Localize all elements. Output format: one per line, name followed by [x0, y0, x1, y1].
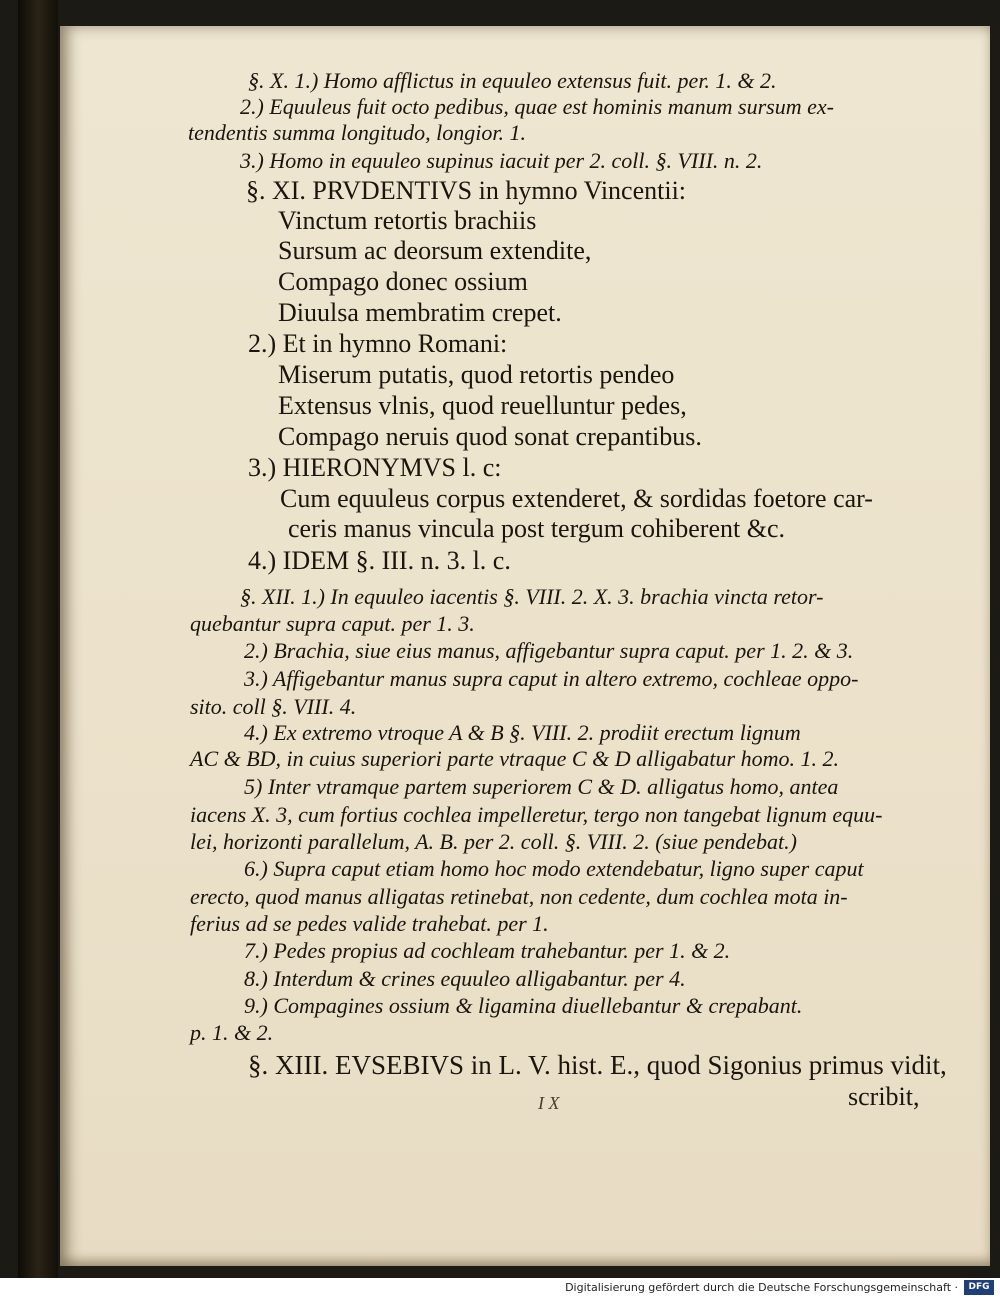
text-line: 3.) Homo in equuleo supinus iacuit per 2. coll. §. VIII. n. 2. — [240, 148, 763, 173]
text-line: sito. coll §. VIII. 4. — [190, 694, 357, 719]
text-line: Extensus vlnis, quod reuelluntur pedes, — [278, 391, 687, 420]
text-line: 5) Inter vtramque partem superiorem C & D. alligatus homo, antea — [244, 774, 839, 799]
text-line: 6.) Supra caput etiam homo hoc modo extendebatur, ligno super caput — [244, 856, 864, 881]
funding-credit: Digitalisierung gefördert durch die Deutsche Forschungsgemeinschaft · — [565, 1281, 958, 1294]
book-spine — [18, 0, 58, 1278]
text-line: 4.) Ex extremo vtroque A & B §. VIII. 2. prodiit erectum lignum — [244, 720, 801, 745]
text-line: Diuulsa membratim crepet. — [278, 298, 562, 327]
book-page — [60, 26, 990, 1266]
text-line: ferius ad se pedes valide trahebat. per 1. — [190, 911, 549, 936]
text-line: lei, horizonti parallelum, A. B. per 2. coll. §. VIII. 2. (siue pendebat.) — [190, 829, 797, 854]
text-line: tendentis summa longitudo, longior. 1. — [188, 120, 526, 145]
text-line: AC & BD, in cuius superiori parte vtraque C & D alligabatur homo. 1. 2. — [190, 746, 839, 771]
text-line: §. XII. 1.) In equuleo iacentis §. VIII. 2. X. 3. brachia vincta retor- — [240, 584, 824, 609]
text-line: §. XIII. EVSEBIVS in L. V. hist. E., quod Sigonius primus vidit, — [248, 1050, 947, 1080]
dfg-logo: DFG — [964, 1280, 994, 1295]
text-line: 2.) Brachia, siue eius manus, affigebantur supra caput. per 1. 2. & 3. — [244, 638, 854, 663]
text-line: Vinctum retortis brachiis — [278, 206, 537, 235]
signature-mark: I X — [538, 1093, 560, 1113]
text-line: quebantur supra caput. per 1. 3. — [190, 611, 475, 636]
text-line: 2.) Et in hymno Romani: — [248, 329, 508, 358]
text-line: Compago neruis quod sonat crepantibus. — [278, 422, 702, 451]
text-line: ceris manus vincula post tergum cohiberent &c. — [288, 514, 785, 543]
text-line: Compago donec ossium — [278, 267, 528, 296]
text-line: 3.) Affigebantur manus supra caput in altero extremo, cochleae oppo- — [244, 666, 859, 691]
text-line: 3.) HIERONYMVS l. c: — [248, 453, 502, 482]
text-line: Miserum putatis, quod retortis pendeo — [278, 360, 675, 389]
text-line: erecto, quod manus alligatas retinebat, non cedente, dum cochlea mota in- — [190, 884, 848, 909]
text-line: Cum equuleus corpus extenderet, & sordidas foetore car- — [280, 484, 873, 513]
text-line: 4.) IDEM §. III. n. 3. l. c. — [248, 546, 511, 575]
text-line: scribit, — [848, 1082, 920, 1111]
text-line: §. XI. PRVDENTIVS in hymno Vincentii: — [246, 176, 687, 205]
text-line: iacens X. 3, cum fortius cochlea impelleretur, tergo non tangebat lignum equu- — [190, 802, 883, 827]
text-line: 8.) Interdum & crines equuleo alligabantur. per 4. — [244, 966, 686, 991]
footer-bar — [0, 1278, 1000, 1298]
text-line: 7.) Pedes propius ad cochleam trahebantur. per 1. & 2. — [244, 938, 731, 963]
text-line: 9.) Compagines ossium & ligamina diuellebantur & crepabant. — [244, 993, 803, 1018]
text-line: p. 1. & 2. — [190, 1020, 274, 1045]
text-line: §. X. 1.) Homo afflictus in equuleo extensus fuit. per. 1. & 2. — [248, 68, 777, 93]
text-line: 2.) Equuleus fuit octo pedibus, quae est hominis manum sursum ex- — [240, 94, 834, 119]
text-line: Sursum ac deorsum extendite, — [278, 236, 592, 265]
